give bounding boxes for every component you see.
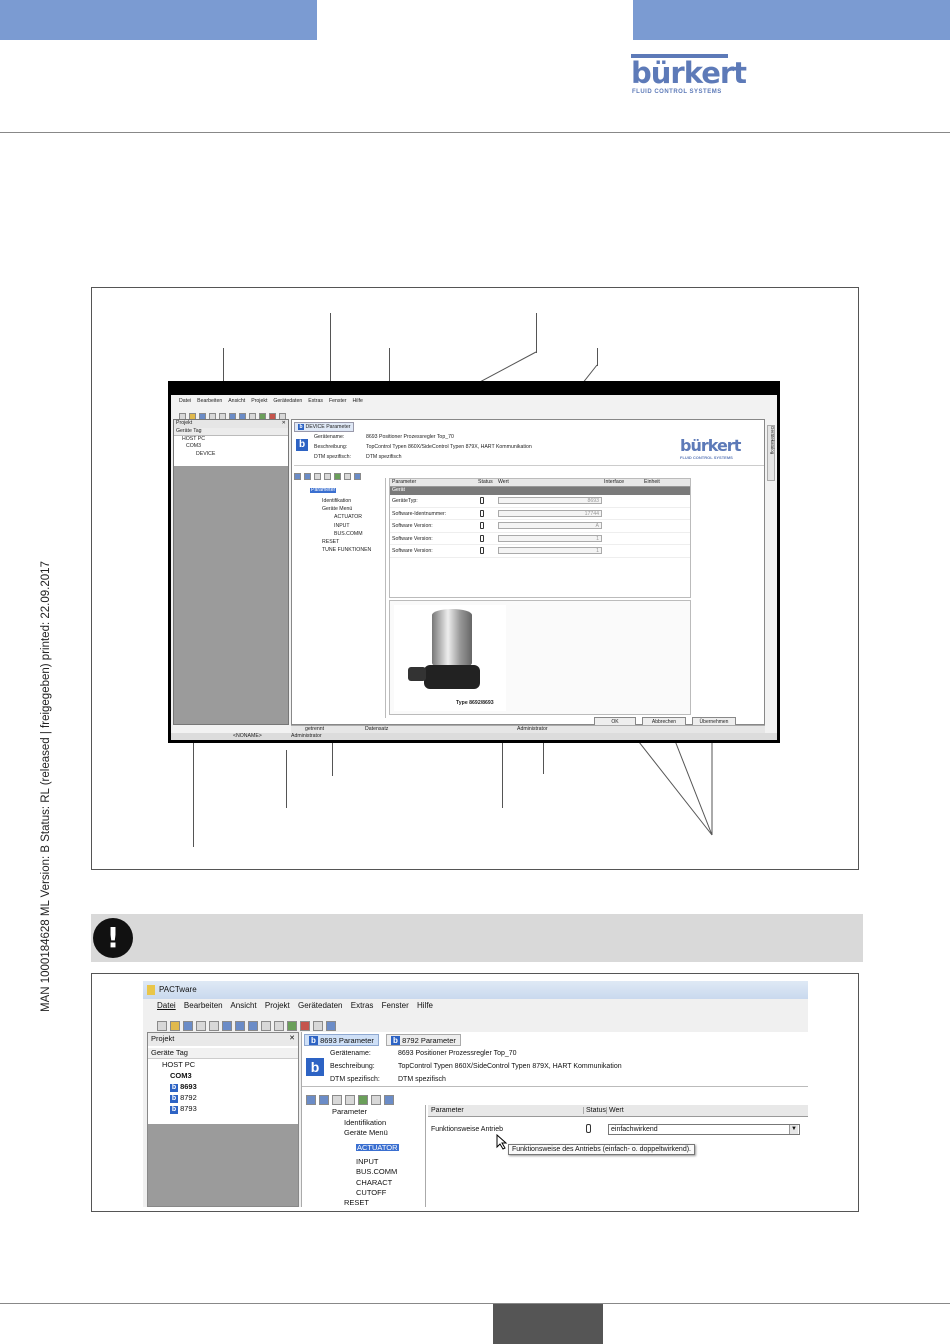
tree-input[interactable]: INPUT	[334, 522, 350, 529]
menu-bearbeiten[interactable]: Bearbeiten	[197, 398, 223, 404]
project-pane-title: Projekt	[174, 420, 288, 428]
menu-extras[interactable]: Extras	[308, 398, 323, 404]
value-dtm: DTM spezifisch	[366, 454, 402, 460]
print-icon[interactable]	[196, 1021, 206, 1031]
chevron-down-icon[interactable]: ▼	[789, 1125, 798, 1134]
b-icon: b	[299, 424, 303, 430]
value-select[interactable]	[608, 1124, 800, 1135]
row-name: Software Version:	[392, 535, 433, 542]
status-administrator: Administrator	[517, 726, 548, 732]
col-interface: Interface	[604, 479, 625, 485]
save-icon[interactable]	[183, 1021, 193, 1031]
menu-fenster[interactable]: Fenster	[328, 398, 347, 404]
dtm-tab[interactable]	[294, 422, 354, 432]
row-value[interactable]: 1	[498, 547, 602, 554]
device-image-panel	[389, 600, 691, 715]
tree-host-pc[interactable]: HOST PC	[182, 436, 205, 443]
tree-parameter[interactable]: Parameter	[311, 487, 336, 493]
dtm-brand-text: bürkert	[680, 436, 741, 455]
tree-com3[interactable]: COM3	[186, 443, 201, 450]
label-dtm: DTM spezifisch:	[330, 1076, 380, 1083]
grid-header	[428, 1105, 808, 1117]
new-icon[interactable]	[157, 1021, 167, 1031]
value-geraetename: 8693 Positioner Prozessregler Top_70	[398, 1050, 517, 1057]
row-name: GeräteTyp:	[392, 498, 418, 504]
col-status: Status	[583, 1107, 606, 1114]
tree-parameter[interactable]: Parameter	[332, 1107, 368, 1116]
col-parameter: Parameter	[431, 1107, 464, 1114]
dtm-brand-logo	[680, 436, 740, 460]
row-value[interactable]: 8693	[498, 497, 602, 504]
b-icon: b	[171, 1105, 177, 1113]
catalog-side-tab[interactable]: Gerätekatalog	[767, 425, 775, 481]
label-beschreibung: Beschreibung:	[314, 444, 348, 450]
value-geraetename: 8693 Positioner Prozessregler Top_70	[366, 434, 454, 440]
project-pane	[147, 1032, 299, 1207]
value-beschreibung: TopControl Typen 860X/SideControl Typen 879X, HART Kommunikation	[398, 1063, 622, 1070]
tree-tune[interactable]: TUNE FUNKTIONEN	[322, 547, 372, 554]
menu-datei[interactable]: Datei	[157, 1001, 176, 1010]
tree-8792-label: 8792	[180, 1092, 197, 1102]
read-icon[interactable]	[332, 1095, 342, 1105]
parameter-tree	[294, 478, 386, 718]
tree-identifikation[interactable]: Identifikation	[344, 1117, 387, 1127]
value-beschreibung: TopControl Typen 860X/SideControl Typen 879X, HART Kommunikation	[366, 444, 532, 450]
device2-icon[interactable]	[274, 1021, 284, 1031]
device-base	[424, 665, 480, 689]
window-icon[interactable]	[248, 1021, 258, 1031]
label-beschreibung: Beschreibung:	[330, 1063, 375, 1070]
monitor-icon[interactable]	[326, 1021, 336, 1031]
ok-button[interactable]: OK	[594, 717, 636, 726]
exclamation-icon: !	[93, 918, 133, 958]
tree-reset[interactable]: RESET	[344, 1197, 370, 1207]
row-name: Software Version:	[392, 523, 433, 529]
device-cylinder	[432, 609, 472, 669]
label-dtm: DTM spezifisch:	[314, 454, 351, 460]
device-icon[interactable]	[261, 1021, 271, 1031]
menu-projekt[interactable]: Projekt	[264, 1001, 290, 1010]
write-icon[interactable]	[345, 1095, 355, 1105]
callout-line	[193, 733, 194, 847]
row-name: Software Version:	[392, 548, 433, 554]
abbrechen-button[interactable]: Abbrechen	[642, 717, 686, 726]
project-column-header: Geräte Tag	[148, 1048, 298, 1059]
menu-fenster[interactable]: Fenster	[381, 1001, 409, 1010]
table-row	[390, 545, 690, 558]
tooltip: Funktionsweise des Antriebs (einfach- o. doppeltwirkend).	[508, 1144, 695, 1155]
parameter-tree	[302, 1105, 426, 1207]
tree-actuator[interactable]: ACTUATOR	[334, 514, 363, 521]
project-column-header: Geräte Tag	[174, 428, 288, 436]
help-icon[interactable]	[384, 1095, 394, 1105]
mouse-cursor-icon	[496, 1134, 508, 1150]
b-icon: b	[391, 1036, 400, 1045]
uebernehmen-button[interactable]: Übernehmen	[692, 717, 736, 726]
menu-bar	[179, 399, 479, 404]
app-title: PACTware	[159, 985, 197, 994]
row-value[interactable]: 1	[498, 535, 602, 542]
menu-ansicht[interactable]: Ansicht	[228, 398, 246, 404]
row-value[interactable]: 17744	[498, 510, 602, 517]
layout-icon[interactable]	[306, 1095, 316, 1105]
status-indicator	[480, 510, 484, 517]
refresh-icon[interactable]	[358, 1095, 368, 1105]
tree-geraete-menue[interactable]: Geräte Menü	[344, 1128, 388, 1137]
download-icon[interactable]	[300, 1021, 310, 1031]
view-icon[interactable]	[222, 1021, 232, 1031]
settings-icon[interactable]	[313, 1021, 323, 1031]
dtm-brand-sub: FLUID CONTROL SYSTEMS	[680, 455, 733, 460]
b-icon: b	[309, 1036, 318, 1045]
row-name: Software-Identnummer:	[392, 510, 447, 517]
app-window-1	[171, 395, 777, 740]
tree-8693-label: 8693	[180, 1081, 197, 1091]
menu-datei[interactable]: Datei	[179, 398, 192, 404]
tree-reset[interactable]: RESET	[322, 539, 340, 546]
tab-8792-label: 8792 Parameter	[402, 1036, 456, 1045]
tree-host-pc[interactable]: HOST PC	[162, 1059, 196, 1069]
page-number-tab	[493, 1304, 603, 1344]
dtm-status-bar	[291, 725, 765, 733]
device-image	[394, 605, 506, 711]
menu-hilfe[interactable]: Hilfe	[352, 398, 363, 404]
status-indicator	[480, 497, 484, 504]
tree-charact[interactable]: CHARACT	[356, 1177, 393, 1187]
tree-8793-label: 8793	[180, 1103, 197, 1113]
tab-8792[interactable]	[386, 1034, 461, 1046]
document-status-note: MAN 1000184628 ML Version: B Status: RL (released | freigegeben) printed: 22.09.2017	[40, 561, 52, 1012]
grid-header	[390, 479, 690, 487]
group-row: Gerät	[390, 487, 690, 495]
menu-ansicht[interactable]: Ansicht	[230, 1001, 257, 1010]
callout-line	[286, 750, 287, 808]
status-indicator	[586, 1124, 591, 1133]
menu-extras[interactable]: Extras	[350, 1001, 374, 1010]
tree-bus-comm[interactable]: BUS.COMM	[334, 530, 363, 537]
screenshot-2	[143, 981, 808, 1207]
tree-8693[interactable]	[148, 1082, 298, 1093]
tree-input[interactable]: INPUT	[356, 1156, 379, 1166]
menu-bar	[157, 1002, 557, 1010]
dtm-window	[291, 419, 765, 725]
b-icon: b	[171, 1083, 177, 1091]
status-indicator	[480, 547, 484, 554]
status-getrennt: getrennt	[305, 726, 325, 732]
table-row	[390, 508, 690, 521]
col-status: Status	[478, 479, 493, 485]
table-row	[390, 495, 690, 508]
layout2-icon[interactable]	[319, 1095, 329, 1105]
device-logo-icon: b	[306, 1058, 324, 1076]
status-noname: <NONAME>	[233, 733, 262, 739]
tree-8792[interactable]	[148, 1093, 298, 1104]
pane-close-icon[interactable]: ✕	[281, 420, 286, 426]
status-indicator	[480, 535, 484, 542]
col-wert: Wert	[498, 479, 509, 485]
value-dtm: DTM spezifisch	[398, 1076, 446, 1083]
tree-cutoff[interactable]: CUTOFF	[356, 1188, 387, 1197]
col-wert: Wert	[606, 1107, 624, 1114]
parameter-grid	[428, 1105, 808, 1207]
type-label: Type 8692/8693	[456, 700, 494, 706]
row-funktionsweise: Funktionsweise Antrieb	[431, 1126, 503, 1133]
parameter-grid	[389, 478, 691, 598]
note-bar	[91, 914, 863, 962]
dtm-window	[301, 1032, 808, 1207]
tree-actuator[interactable]: ACTUATOR	[357, 1142, 398, 1152]
tree-geraete-menue[interactable]: Geräte Menü	[322, 506, 353, 513]
view2-icon[interactable]	[235, 1021, 245, 1031]
status-datensatz: Datensatz	[365, 726, 389, 732]
device-port	[408, 667, 426, 681]
app-icon	[147, 985, 155, 995]
screenshot-1	[168, 381, 780, 743]
info-panel	[302, 1047, 808, 1087]
tree-bus-comm[interactable]: BUS.COMM	[356, 1167, 398, 1176]
title-bar	[143, 981, 808, 999]
upload-icon[interactable]	[287, 1021, 297, 1031]
print-icon[interactable]	[371, 1095, 381, 1105]
status-user: Administrator	[291, 733, 322, 739]
connect-icon[interactable]	[209, 1021, 219, 1031]
label-geraetename: Gerätename:	[330, 1050, 371, 1057]
value-select-text: einfachwirkend	[611, 1126, 658, 1133]
logo-subtitle: FLUID CONTROL SYSTEMS	[632, 89, 722, 95]
info-panel	[294, 433, 764, 466]
menu-bearbeiten[interactable]: Bearbeiten	[183, 1001, 223, 1010]
dtm-tab-label: DEVICE Parameter	[305, 424, 351, 430]
row-value[interactable]: A	[498, 522, 602, 529]
col-einheit: Einheit	[644, 479, 660, 485]
b-icon: b	[171, 1094, 177, 1102]
pane-close-icon[interactable]: ✕	[289, 1035, 295, 1042]
label-geraetename: Gerätename:	[314, 434, 345, 440]
footer-rule	[0, 1303, 950, 1304]
tree-com3[interactable]: COM3	[170, 1071, 192, 1080]
tab-8693-label: 8693 Parameter	[320, 1036, 374, 1045]
project-pane-title: Projekt	[148, 1033, 298, 1046]
device-logo-icon: b	[296, 439, 308, 451]
tab-8693[interactable]	[304, 1034, 379, 1046]
project-pane	[173, 419, 289, 725]
menu-hilfe[interactable]: Hilfe	[417, 1001, 434, 1010]
menu-projekt[interactable]: Projekt	[251, 398, 268, 404]
menu-geraetedaten[interactable]: Gerätedaten	[298, 1001, 343, 1010]
tree-device[interactable]: DEVICE	[196, 450, 216, 457]
table-row	[390, 520, 690, 533]
logo-text: bürkert	[631, 56, 747, 90]
status-indicator	[480, 522, 484, 529]
tree-identifikation[interactable]: Identifikation	[322, 498, 352, 504]
tree-8793[interactable]	[148, 1104, 298, 1115]
app-status-bar	[171, 733, 777, 740]
grid-rows	[390, 495, 690, 558]
menu-geraetedaten[interactable]: Gerätedaten	[273, 398, 303, 404]
open-icon[interactable]	[170, 1021, 180, 1031]
table-row	[390, 533, 690, 546]
col-parameter: Parameter	[392, 479, 417, 485]
